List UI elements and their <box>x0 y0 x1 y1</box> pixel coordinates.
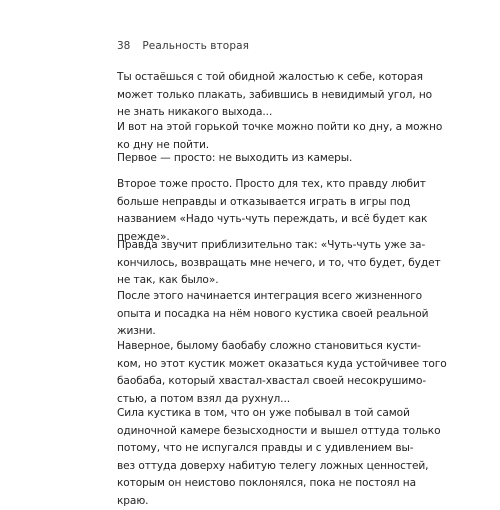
text-line: опыта и посадка на нём нового кустика своей реальной <box>117 306 389 324</box>
text-line: Сила кустика в том, что он уже побывал в той самой <box>117 405 389 423</box>
text-line: Наверное, былому баобабу сложно становиться кусти- <box>117 338 389 356</box>
paragraph-4 <box>117 176 389 246</box>
paragraph-3 <box>117 150 389 168</box>
paragraph-2 <box>117 119 389 154</box>
text-line: Первое — просто: не выходить из камеры. <box>117 150 389 168</box>
paragraph-8 <box>117 405 389 510</box>
text-line: ко дну не пойти. <box>117 137 389 155</box>
text-line: не так, как было». <box>117 272 389 290</box>
text-line: Второе тоже просто. Просто для тех, кто правду любит <box>117 176 389 194</box>
text-line: прежде». <box>117 229 389 247</box>
text-line: которым он неистово поклонялся, пока не постоял на <box>117 475 389 493</box>
paragraph-1 <box>117 69 389 122</box>
text-line: краю. <box>117 493 389 510</box>
paragraph-7 <box>117 338 389 408</box>
page-number: 38 <box>117 40 130 52</box>
paragraph-5 <box>117 237 389 290</box>
text-line: стью, а потом взял да рухнул... <box>117 391 389 409</box>
text-line: может только плакать, забившись в невидимый угол, но <box>117 87 389 105</box>
text-line: ком, но этот кустик может оказаться куда устойчивее того <box>117 356 389 374</box>
text-line: не знать никакого выхода... <box>117 104 389 122</box>
running-head <box>117 40 249 54</box>
text-line: названием «Надо чуть-чуть переждать, и всё будет как <box>117 211 389 229</box>
paragraph-6 <box>117 288 389 341</box>
text-line: потому, что не испугался правды и с удивлением вы- <box>117 440 389 458</box>
text-line: Правда звучит приблизительно так: «Чуть-чуть уже за- <box>117 237 389 255</box>
text-line: После этого начинается интеграция всего жизненного <box>117 288 389 306</box>
text-line: баобаба, который хвастал-хвастал своей несокрушимо- <box>117 373 389 391</box>
text-line: одиночной камере безысходности и вышел оттуда только <box>117 423 389 441</box>
text-line: кончилось, возвращать мне нечего, и то, что будет, будет <box>117 255 389 273</box>
text-line: И вот на этой горькой точке можно пойти ко дну, а можно <box>117 119 389 137</box>
text-line: вез оттуда доверху набитую телегу ложных ценностей, <box>117 458 389 476</box>
running-title: Реальность вторая <box>142 40 249 52</box>
text-line: Ты остаёшься с той обидной жалостью к себе, которая <box>117 69 389 87</box>
text-line: жизни. <box>117 323 389 341</box>
text-line: больше неправды и отказывается играть в игры под <box>117 194 389 212</box>
